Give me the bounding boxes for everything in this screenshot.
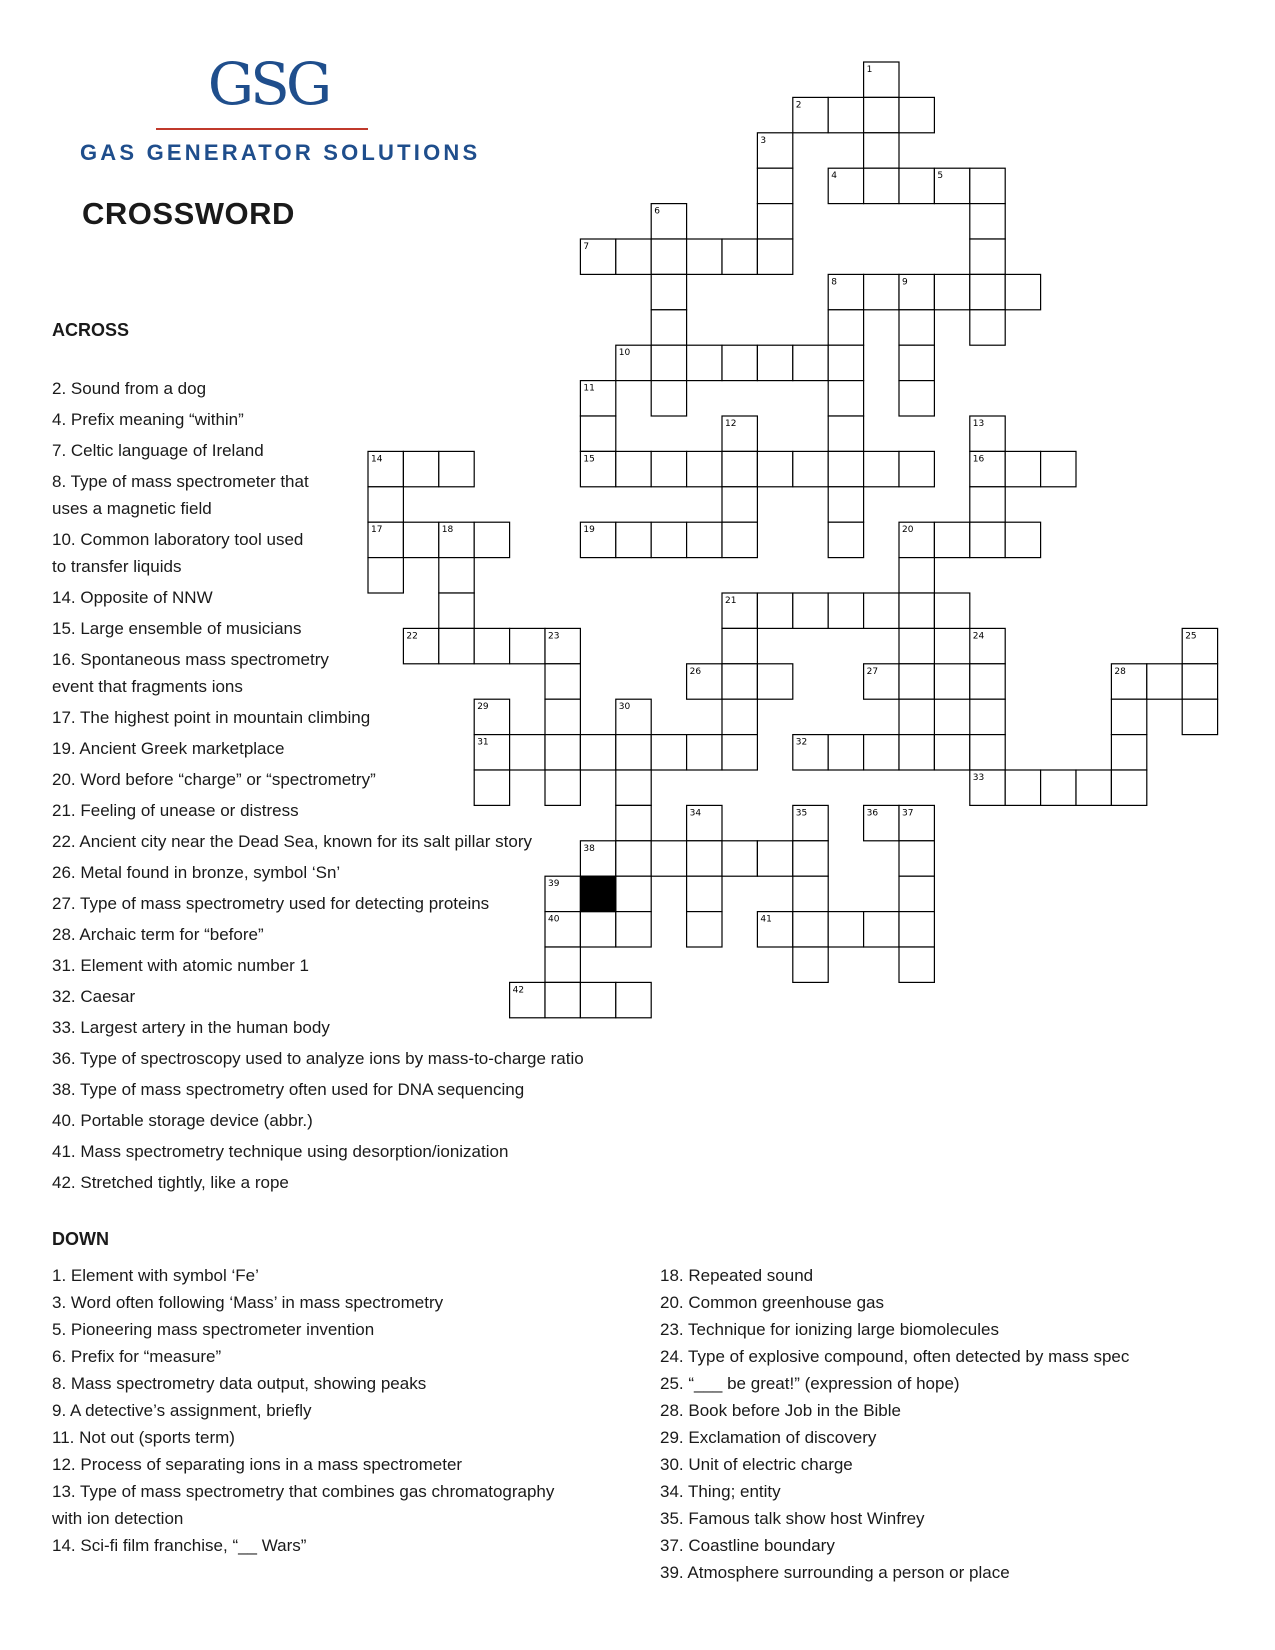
clue-number: 13	[972, 419, 985, 429]
grid-cell[interactable]	[934, 522, 969, 557]
grid-cell[interactable]	[757, 345, 792, 380]
company-name: GAS GENERATOR SOLUTIONS	[80, 140, 481, 165]
grid-cell[interactable]	[970, 168, 1005, 203]
clue-number: 40	[548, 914, 560, 925]
grid-cell[interactable]	[474, 770, 509, 805]
clue-number: 15	[583, 454, 595, 465]
clue-number: 2	[795, 100, 802, 111]
clue-item: 34. Thing; entity	[660, 1482, 781, 1501]
grid-cell[interactable]	[899, 345, 934, 380]
grid-cell[interactable]	[899, 381, 934, 416]
grid-cell[interactable]	[899, 912, 934, 947]
grid-cell[interactable]	[403, 451, 438, 486]
grid-cell[interactable]	[934, 735, 969, 770]
clue-item: 12. Process of separating ions in a mass spectrometer	[52, 1455, 463, 1474]
clue-number: 10	[618, 348, 631, 359]
grid-cell[interactable]	[757, 912, 792, 947]
grid-cell[interactable]	[757, 593, 792, 628]
grid-cell[interactable]	[934, 168, 969, 203]
grid-cell[interactable]	[1111, 664, 1146, 699]
grid-cell[interactable]	[793, 805, 828, 840]
grid-cell[interactable]	[828, 451, 863, 486]
clue-item: 39. Atmosphere surrounding a person or place	[660, 1563, 1010, 1582]
grid-cell[interactable]	[439, 451, 474, 486]
clue-number: 17	[371, 525, 383, 536]
clue-number: 22	[406, 631, 418, 642]
grid-cell[interactable]	[368, 558, 403, 593]
grid-cell[interactable]	[687, 912, 722, 947]
gsg-logo-mark	[188, 48, 348, 128]
logo-divider	[156, 128, 368, 130]
clue-number: 28	[1114, 666, 1126, 677]
clue-item: 41. Mass spectrometry technique using desorption/ionization	[52, 1142, 509, 1161]
clue-item: 32. Caesar	[52, 987, 136, 1006]
grid-cell[interactable]	[757, 204, 792, 239]
grid-cell[interactable]	[439, 522, 474, 557]
grid-cell[interactable]	[687, 239, 722, 274]
clue-item: 27. Type of mass spectrometry used for detecting proteins	[52, 894, 490, 913]
grid-cell[interactable]	[899, 451, 934, 486]
grid-cell[interactable]	[1005, 274, 1040, 309]
clue-item: 19. Ancient Greek marketplace	[52, 739, 285, 758]
clue-number: 37	[902, 808, 914, 819]
clue-item: 8. Type of mass spectrometer that uses a magnetic field	[52, 472, 309, 518]
clue-item: 26. Metal found in bronze, symbol ‘Sn’	[52, 863, 341, 882]
grid-cell[interactable]	[474, 522, 509, 557]
grid-cell[interactable]	[970, 735, 1005, 770]
clue-number: 5	[937, 171, 944, 182]
across-heading: ACROSS	[52, 320, 130, 340]
grid-cell[interactable]	[970, 664, 1005, 699]
grid-cell[interactable]	[439, 558, 474, 593]
grid-cell[interactable]	[864, 451, 899, 486]
grid-cell[interactable]	[828, 416, 863, 451]
grid-cell[interactable]	[899, 699, 934, 734]
grid-cell[interactable]	[899, 947, 934, 982]
grid-cell[interactable]	[651, 274, 686, 309]
clue-item: 16. Spontaneous mass spectrometry event that fragments ions	[52, 650, 329, 696]
grid-cell[interactable]	[828, 593, 863, 628]
grid-cell[interactable]	[970, 487, 1005, 522]
grid-cell[interactable]	[757, 168, 792, 203]
grid-cell[interactable]	[1111, 735, 1146, 770]
grid-cell[interactable]	[1111, 699, 1146, 734]
logo-monogram: GSG	[207, 50, 329, 118]
grid-cell[interactable]	[616, 982, 651, 1017]
grid-cell[interactable]	[687, 841, 722, 876]
grid-cell[interactable]	[828, 912, 863, 947]
grid-cell[interactable]	[899, 168, 934, 203]
grid-cell[interactable]	[687, 664, 722, 699]
grid-cell[interactable]	[545, 982, 580, 1017]
grid-cell[interactable]	[1182, 699, 1217, 734]
clue-number: 33	[972, 773, 985, 783]
grid-cell[interactable]	[899, 841, 934, 876]
grid-cell[interactable]	[616, 239, 651, 274]
grid-cell[interactable]	[1147, 664, 1182, 699]
clue-item: 20. Common greenhouse gas	[660, 1293, 884, 1312]
grid-cell[interactable]	[580, 381, 615, 416]
grid-cell[interactable]	[828, 274, 863, 309]
clue-item: 20. Word before “charge” or “spectrometry”	[52, 770, 376, 789]
grid-cell[interactable]	[757, 133, 792, 168]
grid-cell[interactable]	[828, 345, 863, 380]
grid-cell[interactable]	[474, 699, 509, 734]
clue-item: 17. The highest point in mountain climbing	[52, 708, 371, 727]
grid-cell[interactable]	[687, 805, 722, 840]
clue-number: 14	[371, 454, 383, 465]
grid-cell[interactable]	[545, 876, 580, 911]
company-logo	[80, 48, 481, 178]
clue-number: 38	[583, 843, 595, 854]
grid-cell[interactable]	[722, 841, 757, 876]
clue-number: 3	[760, 135, 767, 146]
clue-item: 10. Common laboratory tool used to transfer liquids	[52, 530, 304, 576]
grid-cell[interactable]	[1005, 522, 1040, 557]
grid-cell[interactable]	[403, 628, 438, 663]
clue-item: 31. Element with atomic number 1	[52, 956, 310, 975]
grid-cell[interactable]	[616, 345, 651, 380]
grid-cell[interactable]	[757, 664, 792, 699]
grid-cell[interactable]	[616, 841, 651, 876]
grid-cell[interactable]	[1076, 770, 1111, 805]
grid-cell[interactable]	[651, 239, 686, 274]
grid-cell[interactable]	[651, 522, 686, 557]
grid-cell[interactable]	[368, 451, 403, 486]
grid-cell[interactable]	[793, 345, 828, 380]
clue-number: 12	[725, 419, 737, 429]
grid-cell[interactable]	[616, 912, 651, 947]
clue-item: 42. Stretched tightly, like a rope	[52, 1173, 289, 1192]
clue-item: 40. Portable storage device (abbr.)	[52, 1111, 313, 1130]
grid-cell[interactable]	[545, 912, 580, 947]
grid-cell[interactable]	[970, 451, 1005, 486]
grid-cell[interactable]	[545, 770, 580, 805]
grid-cell[interactable]	[687, 876, 722, 911]
clue-number: 20	[902, 525, 914, 536]
clue-item: 14. Sci-fi film franchise, “__ Wars”	[52, 1536, 307, 1555]
clue-number: 24	[972, 631, 985, 642]
grid-cell[interactable]	[899, 97, 934, 132]
clue-item: 2. Sound from a dog	[52, 379, 207, 398]
grid-cell[interactable]	[970, 699, 1005, 734]
grid-cell[interactable]	[545, 735, 580, 770]
clue-item: 21. Feeling of unease or distress	[52, 801, 299, 820]
grid-cell[interactable]	[545, 664, 580, 699]
grid-cell[interactable]	[722, 664, 757, 699]
clue-item: 6. Prefix for “measure”	[52, 1347, 222, 1366]
grid-cell[interactable]	[970, 239, 1005, 274]
clue-number: 23	[548, 631, 560, 642]
clue-item: 36. Type of spectroscopy used to analyze ions by mass-to-charge ratio	[52, 1049, 584, 1068]
clue-item: 35. Famous talk show host Winfrey	[660, 1509, 925, 1528]
clue-item: 22. Ancient city near the Dead Sea, known for its salt pillar story	[52, 832, 533, 851]
clue-number: 31	[477, 737, 489, 748]
grid-cell[interactable]	[651, 735, 686, 770]
clue-number: 18	[441, 525, 454, 536]
clue-item: 18. Repeated sound	[660, 1266, 814, 1285]
clue-number: 39	[548, 879, 560, 890]
grid-cell[interactable]	[1182, 664, 1217, 699]
grid-cell[interactable]	[970, 522, 1005, 557]
clue-item: 7. Celtic language of Ireland	[52, 441, 264, 460]
grid-cell[interactable]	[864, 133, 899, 168]
clue-item: 23. Technique for ionizing large biomolecules	[660, 1320, 999, 1339]
clue-number: 7	[583, 242, 590, 252]
clue-number: 1	[866, 65, 873, 75]
down-clue-list-right	[660, 1262, 1220, 1586]
grid-cell[interactable]	[1182, 628, 1217, 663]
grid-cell[interactable]	[439, 593, 474, 628]
grid-cell[interactable]	[934, 664, 969, 699]
clue-item: 3. Word often following ‘Mass’ in mass spectrometry	[52, 1293, 444, 1312]
clue-number: 36	[866, 808, 879, 819]
grid-cell[interactable]	[580, 416, 615, 451]
clue-number: 11	[583, 383, 595, 394]
grid-cell[interactable]	[970, 770, 1005, 805]
grid-cell[interactable]	[510, 982, 545, 1017]
grid-cell[interactable]	[651, 310, 686, 345]
clue-number: 32	[795, 737, 808, 748]
clue-number: 21	[725, 596, 737, 606]
clue-number: 26	[689, 666, 702, 677]
grid-cell[interactable]	[899, 558, 934, 593]
clue-number: 16	[972, 454, 985, 465]
grid-cell[interactable]	[687, 522, 722, 557]
grid-cell[interactable]	[510, 628, 545, 663]
grid-cell[interactable]	[1041, 770, 1076, 805]
grid-cell[interactable]	[899, 593, 934, 628]
grid-cell[interactable]	[474, 735, 509, 770]
grid-cell[interactable]	[580, 522, 615, 557]
grid-cell[interactable]	[864, 805, 899, 840]
clue-item: 37. Coastline boundary	[660, 1536, 835, 1555]
grid-cell[interactable]	[828, 168, 863, 203]
clue-item: 38. Type of mass spectrometry often used for DNA sequencing	[52, 1080, 525, 1099]
clue-item: 5. Pioneering mass spectrometer invention	[52, 1320, 375, 1339]
grid-cell[interactable]	[828, 522, 863, 557]
grid-cell[interactable]	[934, 274, 969, 309]
clue-item: 30. Unit of electric charge	[660, 1455, 853, 1474]
grid-cell[interactable]	[722, 451, 757, 486]
grid-cell[interactable]	[828, 310, 863, 345]
clue-number: 35	[795, 808, 808, 819]
grid-cell[interactable]	[1041, 451, 1076, 486]
grid-cell[interactable]	[439, 628, 474, 663]
grid-cell[interactable]	[580, 841, 615, 876]
grid-cell[interactable]	[722, 735, 757, 770]
grid-cell[interactable]	[722, 522, 757, 557]
grid-cell[interactable]	[616, 876, 651, 911]
clue-item: 33. Largest artery in the human body	[52, 1018, 330, 1037]
grid-cell[interactable]	[687, 735, 722, 770]
grid-cell[interactable]	[793, 947, 828, 982]
grid-cell[interactable]	[1111, 770, 1146, 805]
grid-cell[interactable]	[722, 699, 757, 734]
grid-cell[interactable]	[899, 735, 934, 770]
grid-cell[interactable]	[970, 416, 1005, 451]
grid-cell[interactable]	[793, 451, 828, 486]
clue-item: 13. Type of mass spectrometry that combines gas chromatography with ion detection	[52, 1482, 555, 1528]
grid-black-cell	[580, 876, 615, 911]
grid-cell[interactable]	[864, 168, 899, 203]
clue-number: 30	[618, 702, 631, 713]
clue-item: 29. Exclamation of discovery	[660, 1428, 877, 1447]
grid-cell[interactable]	[616, 451, 651, 486]
grid-cell[interactable]	[793, 593, 828, 628]
grid-cell[interactable]	[828, 487, 863, 522]
grid-cell[interactable]	[864, 664, 899, 699]
grid-cell[interactable]	[651, 204, 686, 239]
grid-cell[interactable]	[651, 345, 686, 380]
grid-cell[interactable]	[651, 841, 686, 876]
grid-cell[interactable]	[474, 628, 509, 663]
clue-number: 6	[654, 206, 660, 217]
grid-cell[interactable]	[828, 381, 863, 416]
grid-cell[interactable]	[864, 912, 899, 947]
grid-cell[interactable]	[1005, 770, 1040, 805]
grid-cell[interactable]	[864, 735, 899, 770]
grid-cell[interactable]	[757, 239, 792, 274]
clue-item: 24. Type of explosive compound, often detected by mass spec	[660, 1347, 1130, 1366]
grid-cell[interactable]	[687, 451, 722, 486]
clue-item: 15. Large ensemble of musicians	[52, 619, 302, 638]
grid-cell[interactable]	[793, 912, 828, 947]
grid-cell[interactable]	[899, 310, 934, 345]
grid-cell[interactable]	[864, 62, 899, 97]
clue-item: 28. Archaic term for “before”	[52, 925, 264, 944]
grid-cell[interactable]	[545, 699, 580, 734]
grid-cell[interactable]	[899, 876, 934, 911]
grid-cell[interactable]	[616, 770, 651, 805]
down-heading: DOWN	[52, 1229, 109, 1249]
clue-number: 9	[902, 277, 908, 288]
grid-cell[interactable]	[722, 628, 757, 663]
grid-cell[interactable]	[580, 451, 615, 486]
grid-cell[interactable]	[793, 841, 828, 876]
grid-cell[interactable]	[828, 97, 863, 132]
clue-number: 29	[477, 702, 489, 713]
grid-cell[interactable]	[793, 97, 828, 132]
clue-number: 41	[760, 914, 772, 925]
grid-cell[interactable]	[757, 841, 792, 876]
across-clue-list	[52, 375, 612, 1200]
grid-cell[interactable]	[722, 239, 757, 274]
grid-cell[interactable]	[687, 345, 722, 380]
grid-cell[interactable]	[899, 664, 934, 699]
grid-cell[interactable]	[722, 416, 757, 451]
clue-number: 25	[1185, 631, 1197, 642]
clue-number: 27	[866, 666, 879, 677]
clue-number: 42	[512, 985, 525, 996]
grid-cell[interactable]	[722, 593, 757, 628]
clue-number: 34	[689, 808, 702, 819]
grid-cell[interactable]	[970, 204, 1005, 239]
clue-number: 4	[831, 171, 837, 182]
grid-cell[interactable]	[616, 735, 651, 770]
grid-cell[interactable]	[757, 451, 792, 486]
grid-cell[interactable]	[793, 876, 828, 911]
grid-cell[interactable]	[616, 699, 651, 734]
grid-cell[interactable]	[722, 487, 757, 522]
grid-cell[interactable]	[510, 735, 545, 770]
grid-cell[interactable]	[899, 522, 934, 557]
clue-item: 1. Element with symbol ‘Fe’	[52, 1266, 259, 1285]
grid-cell[interactable]	[899, 628, 934, 663]
clue-item: 4. Prefix meaning “within”	[52, 410, 244, 429]
grid-cell[interactable]	[580, 982, 615, 1017]
grid-cell[interactable]	[368, 522, 403, 557]
grid-cell[interactable]	[793, 735, 828, 770]
grid-cell[interactable]	[545, 947, 580, 982]
grid-cell[interactable]	[934, 593, 969, 628]
clue-item: 25. “___ be great!” (expression of hope)	[660, 1374, 960, 1393]
grid-cell[interactable]	[545, 628, 580, 663]
grid-cell[interactable]	[403, 522, 438, 557]
grid-cell[interactable]	[899, 805, 934, 840]
clue-item: 8. Mass spectrometry data output, showing peaks	[52, 1374, 427, 1393]
grid-cell[interactable]	[970, 310, 1005, 345]
down-clue-list-left	[52, 1262, 622, 1559]
grid-cell[interactable]	[651, 451, 686, 486]
clue-number: 8	[831, 277, 837, 288]
grid-cell[interactable]	[970, 274, 1005, 309]
grid-cell[interactable]	[580, 735, 615, 770]
grid-cell[interactable]	[899, 274, 934, 309]
grid-cell[interactable]	[368, 487, 403, 522]
grid-cell[interactable]	[616, 522, 651, 557]
clue-item: 14. Opposite of NNW	[52, 588, 213, 607]
grid-cell[interactable]	[580, 912, 615, 947]
grid-cell[interactable]	[864, 97, 899, 132]
grid-cell[interactable]	[651, 381, 686, 416]
clue-item: 9. A detective’s assignment, briefly	[52, 1401, 312, 1420]
grid-cell[interactable]	[864, 274, 899, 309]
clue-item: 28. Book before Job in the Bible	[660, 1401, 901, 1420]
grid-cell[interactable]	[580, 239, 615, 274]
page-title: CROSSWORD	[82, 196, 295, 231]
clue-item: 11. Not out (sports term)	[52, 1428, 235, 1447]
grid-cell[interactable]	[828, 735, 863, 770]
grid-cell[interactable]	[616, 805, 651, 840]
grid-cell[interactable]	[864, 593, 899, 628]
clue-number: 19	[583, 525, 595, 536]
grid-cell[interactable]	[722, 345, 757, 380]
grid-cell[interactable]	[1005, 451, 1040, 486]
grid-cell[interactable]	[970, 628, 1005, 663]
